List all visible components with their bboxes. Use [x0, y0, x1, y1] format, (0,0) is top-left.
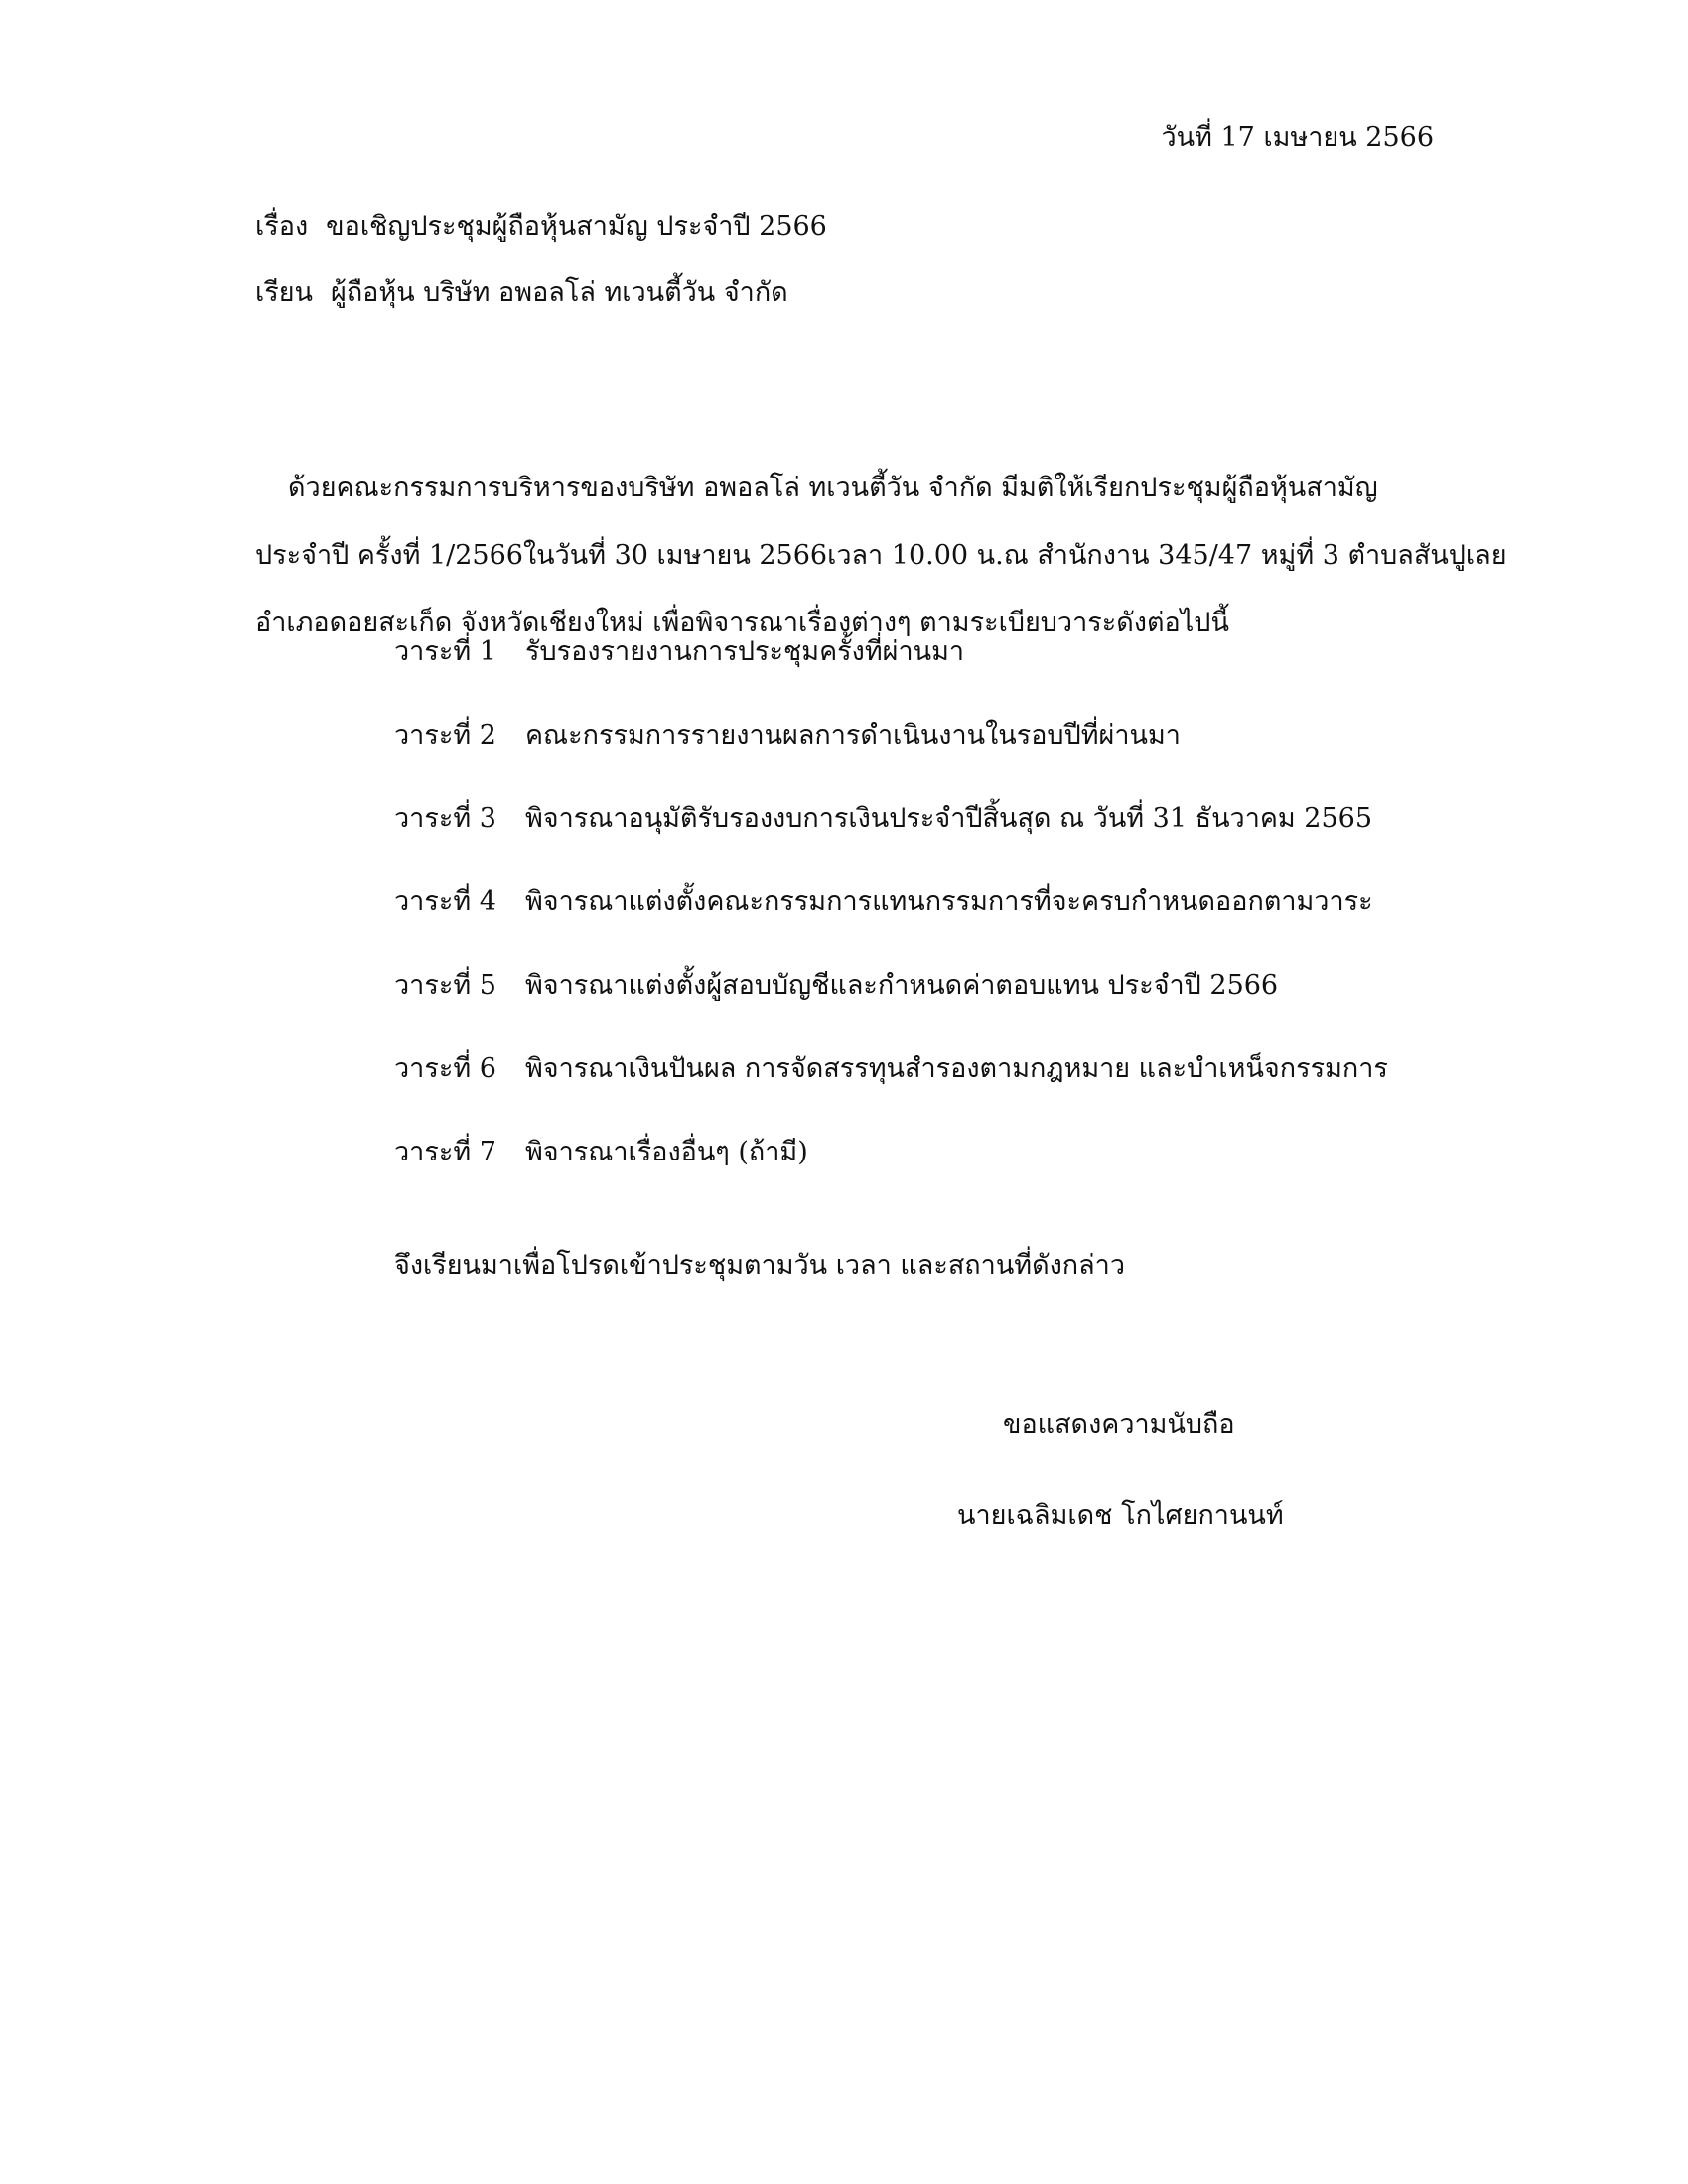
body-line: ด้วยคณะกรรมการบริหารของบริษัท อพอลโล่ ทเวนตี้วัน จำกัด มีมติให้เรียกประชุมผู้ถือหุ้นสามัญ — [288, 473, 1378, 503]
agenda-item — [394, 719, 1181, 752]
agenda-text: คณะกรรมการรายงานผลการดำเนินงานในรอบปีที่ผ่านมา — [525, 720, 1181, 751]
agenda-number: วาระที่ 5 — [394, 970, 496, 1001]
body-line: อำเภอดอยสะเก็ด จังหวัดเชียงใหม่ เพื่อพิจารณาเรื่องต่างๆ ตามระเบียบวาระดังต่อไปนี้ — [255, 608, 1229, 638]
recipient-label: เรียน — [255, 277, 314, 308]
agenda-text: พิจารณาแต่งตั้งผู้สอบบัญชีและกำหนดค่าตอบแทน ประจำปี 2566 — [525, 970, 1279, 1001]
subject-label: เรื่อง — [255, 211, 309, 242]
agenda-text: พิจารณาแต่งตั้งคณะกรรมการแทนกรรมการที่จะครบกำหนดออกตามวาระ — [525, 887, 1373, 917]
complimentary-close: ขอแสดงความนับถือ — [1003, 1409, 1235, 1439]
agenda-item — [394, 886, 1373, 919]
recipient-line — [255, 276, 788, 310]
agenda-number: วาระที่ 6 — [394, 1053, 496, 1084]
agenda-text: พิจารณาเรื่องอื่นๆ (ถ้ามี) — [525, 1137, 808, 1167]
agenda-text: พิจารณาเงินปันผล การจัดสรรทุนสำรองตามกฎหมาย และบำเหน็จกรรมการ — [525, 1053, 1388, 1084]
letter-date: วันที่ 17 เมษายน 2566 — [1161, 122, 1434, 153]
agenda-text: รับรองรายงานการประชุมครั้งที่ผ่านมา — [525, 636, 965, 667]
signer-name: นายเฉลิมเดช โกไศยกานนท์ — [957, 1500, 1284, 1531]
agenda-text: พิจารณาอนุมัติรับรองงบการเงินประจำปีสิ้นสุด ณ วันที่ 31 ธันวาคม 2565 — [525, 803, 1373, 834]
agenda-number: วาระที่ 2 — [394, 720, 496, 751]
agenda-number: วาระที่ 4 — [394, 887, 496, 917]
body-paragraph — [255, 455, 1507, 657]
body-line: ประจำปี ครั้งที่ 1/2566ในวันที่ 30 เมษายน 2566เวลา 10.00 น.ณ สำนักงาน 345/47 หมู่ที่ 3 ตำบลสันปูเลย — [255, 540, 1507, 571]
agenda-item — [394, 802, 1372, 836]
recipient-text: ผู้ถือหุ้น บริษัท อพอลโล่ ทเวนตี้วัน จำกัด — [331, 277, 788, 308]
closing-sentence: จึงเรียนมาเพื่อโปรดเข้าประชุมตามวัน เวลา และสถานที่ดังกล่าว — [394, 1250, 1126, 1281]
agenda-item — [394, 969, 1278, 1003]
subject-line — [255, 210, 827, 244]
agenda-item — [394, 1136, 808, 1169]
agenda-item — [394, 1052, 1388, 1086]
agenda-item — [394, 635, 964, 669]
agenda-number: วาระที่ 1 — [394, 636, 496, 667]
agenda-number: วาระที่ 3 — [394, 803, 496, 834]
subject-text: ขอเชิญประชุมผู้ถือหุ้นสามัญ ประจำปี 2566 — [326, 211, 827, 242]
agenda-number: วาระที่ 7 — [394, 1137, 496, 1167]
